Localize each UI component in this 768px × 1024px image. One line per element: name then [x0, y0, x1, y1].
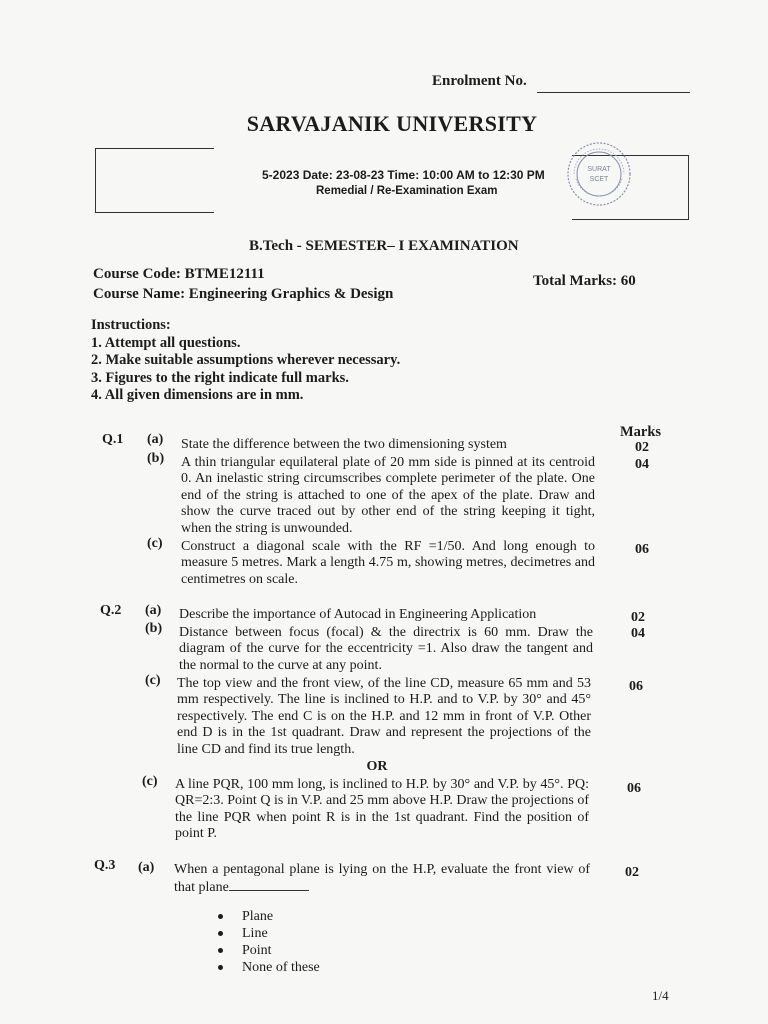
question-part-label: (a): [145, 603, 162, 618]
instruction-item: 1. Attempt all questions.: [91, 334, 241, 351]
question-text: The top view and the front view, of the line CD, measure 65 mm and 53 mm respectively. The line is inclined to H.P. and to V.P. by 30° and 45° respectively. The end C is on the H.P. and 12 mm in front of V.P. Other end D is in the 1st quadrant. Draw and represent the projections of the line CD and find its true length.: [177, 676, 591, 757]
question-number: Q.1: [102, 432, 124, 447]
or-separator: OR: [366, 759, 388, 774]
question-marks: 06: [627, 781, 641, 796]
exam-type: Remedial / Re-Examination Exam: [316, 185, 498, 197]
answer-options-list: [218, 908, 320, 976]
course-name: Course Name: Engineering Graphics & Design: [93, 286, 394, 302]
question-marks: 04: [631, 626, 645, 641]
svg-text:SCET: SCET: [589, 176, 609, 183]
question-marks: 02: [625, 865, 639, 880]
university-title: SARVAJANIK UNIVERSITY: [246, 111, 538, 136]
course-code: Course Code: BTME12111: [93, 266, 265, 282]
question-number: Q.2: [100, 603, 122, 618]
page-number: 1/4: [652, 988, 669, 1003]
question-text: A line PQR, 100 mm long, is inclined to H.P. by 30° and V.P. by 45°. PQ: QR=2:3. Point Q is in V.P. and 25 mm above H.P. Draw the projections of the line PQR when point R is in the 1st quadrant. Find the position of point P.: [175, 777, 589, 842]
answer-blank-line: [229, 878, 309, 891]
question-part-label: (c): [145, 673, 161, 688]
question-part-label: (c): [147, 536, 163, 551]
bullet-icon: [218, 914, 223, 919]
marks-column-header: Marks: [620, 424, 662, 440]
instruction-item: 4. All given dimensions are in mm.: [91, 387, 304, 403]
college-seal-stamp: [564, 139, 634, 209]
question-number: Q.3: [94, 858, 116, 873]
answer-option-label: Point: [242, 943, 272, 958]
instruction-item: 2. Make suitable assumptions wherever necessary.: [91, 352, 401, 368]
bullet-icon: [218, 931, 223, 936]
bullet-icon: [218, 948, 223, 953]
instructions-block: [91, 317, 400, 405]
answer-option: [218, 942, 320, 959]
question-marks: 02: [631, 610, 645, 625]
answer-option-label: None of these: [242, 960, 320, 975]
question-marks: 04: [635, 457, 649, 472]
question-text: When a pentagonal plane is lying on the H.P, evaluate the front view of that plane: [174, 862, 590, 896]
answer-option-label: Plane: [242, 909, 274, 924]
exam-date-time: 5-2023 Date: 23-08-23 Time: 10:00 AM to 12:30 PM: [262, 168, 545, 182]
question-text: Distance between focus (focal) & the directrix is 60 mm. Draw the diagram of the curve for the eccentricity =1. Also draw the tangent and the normal to the curve at any point.: [179, 625, 593, 673]
question-part-label: (b): [145, 621, 163, 636]
left-bracket-box: [95, 148, 214, 213]
enrolment-label: Enrolment No.: [432, 73, 527, 89]
question-text: Construct a diagonal scale with the RF =1/50. And long enough to measure 5 metres. Mark a length 4.75 m, showing metres, decimetres and centimetres on scale.: [181, 539, 595, 587]
question-part-label: (b): [147, 451, 165, 466]
question-part-label: (c): [142, 774, 158, 789]
answer-option: [218, 925, 320, 942]
question-marks: 06: [635, 542, 649, 557]
answer-option-label: Line: [242, 926, 268, 941]
question-text: State the difference between the two dimensioning system: [181, 437, 507, 452]
enrolment-blank-line: [537, 92, 690, 93]
question-text: A thin triangular equilateral plate of 20 mm side is pinned at its centroid 0. An inelastic string circumscribes complete perimeter of the plate. One end of the string is attached to one of the apex of the plate. Draw and show the curve traced out by other end of the string keeping it tight, when the string is unwounded.: [181, 455, 595, 536]
semester-heading: B.Tech - SEMESTER– I EXAMINATION: [249, 238, 519, 254]
question-part-label: (a): [147, 432, 164, 447]
bullet-icon: [218, 965, 223, 970]
question-text: Describe the importance of Autocad in Engineering Application: [179, 607, 537, 622]
instructions-title: Instructions:: [91, 317, 171, 333]
answer-option: [218, 959, 320, 976]
svg-text:SURAT: SURAT: [587, 166, 611, 173]
question-marks: 02: [635, 440, 649, 455]
answer-option: [218, 908, 320, 925]
question-marks: 06: [629, 679, 643, 694]
instruction-item: 3. Figures to the right indicate full marks.: [91, 369, 349, 386]
question-part-label: (a): [138, 860, 155, 875]
question-text-wrap: [174, 862, 590, 897]
total-marks: Total Marks: 60: [533, 273, 636, 289]
